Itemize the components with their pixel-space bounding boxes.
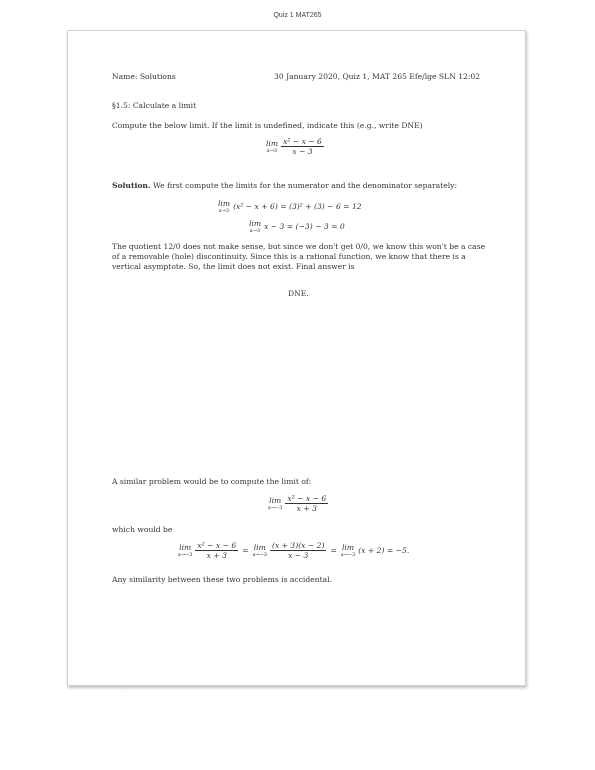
problem-prompt: Compute the below limit. If the limit is undefined, indicate this (e.g., write DNE) (112, 121, 423, 130)
which-would-be: which would be (112, 525, 173, 534)
problem-limit (266, 137, 324, 156)
document-page (67, 30, 526, 686)
similar-solution-equation: lim x→−3 $\frac{\text{x² − x − 6}}{x + 3}$ = lim x→−3 $\frac{(x + 3)(x - 2)}{x - 3}$ = lim x→−3 (x + 2) = −5. (178, 541, 410, 560)
header-name: Name: Solutions (112, 72, 176, 81)
solution-intro: We first compute the limits for the numerator and the denominator separately: (153, 181, 457, 190)
similar-problem-intro: A similar problem would be to compute the limit of: (112, 477, 312, 486)
solution-paragraph: The quotient 12/0 does not make sense, but since we don't get 0/0, we know this won't be a case of a removable (hole) discontinuity. Since this is a rational function, we know that there is a vertical asymptote. So, the limit does not exist. Final answer is (112, 242, 486, 271)
problem-fraction (281, 137, 324, 156)
problem-numerator: x² − x − 6 (283, 137, 322, 146)
limit-operator: lim x→3 (266, 139, 279, 154)
section-title: §1.5: Calculate a limit (112, 101, 197, 110)
page-corner-mark: · (126, 693, 128, 699)
closing-remark: Any similarity between these two problems is accidental. (112, 575, 333, 584)
solution-label: Solution. (112, 181, 151, 190)
problem-denominator: x − 3 (292, 147, 313, 156)
denominator-limit-equation: lim x→3 x − 3 = (−3) − 3 = 0 (249, 219, 345, 234)
similar-problem-limit: lim x→−3 $\frac{\text{x² − x − 6}}{x + 3}$ (268, 494, 327, 513)
solution-intro-line (112, 181, 457, 191)
header-course-info: 30 January 2020, Quiz 1, MAT 265 Efe/lge SLN 12:02 (274, 72, 481, 81)
final-answer: DNE. (288, 289, 309, 298)
numerator-limit-equation: lim x→3 (x² − x + 6) = (3)² + (3) − 6 = 12 (218, 199, 362, 214)
viewer-title: Quiz 1 MAT265 (273, 12, 322, 19)
